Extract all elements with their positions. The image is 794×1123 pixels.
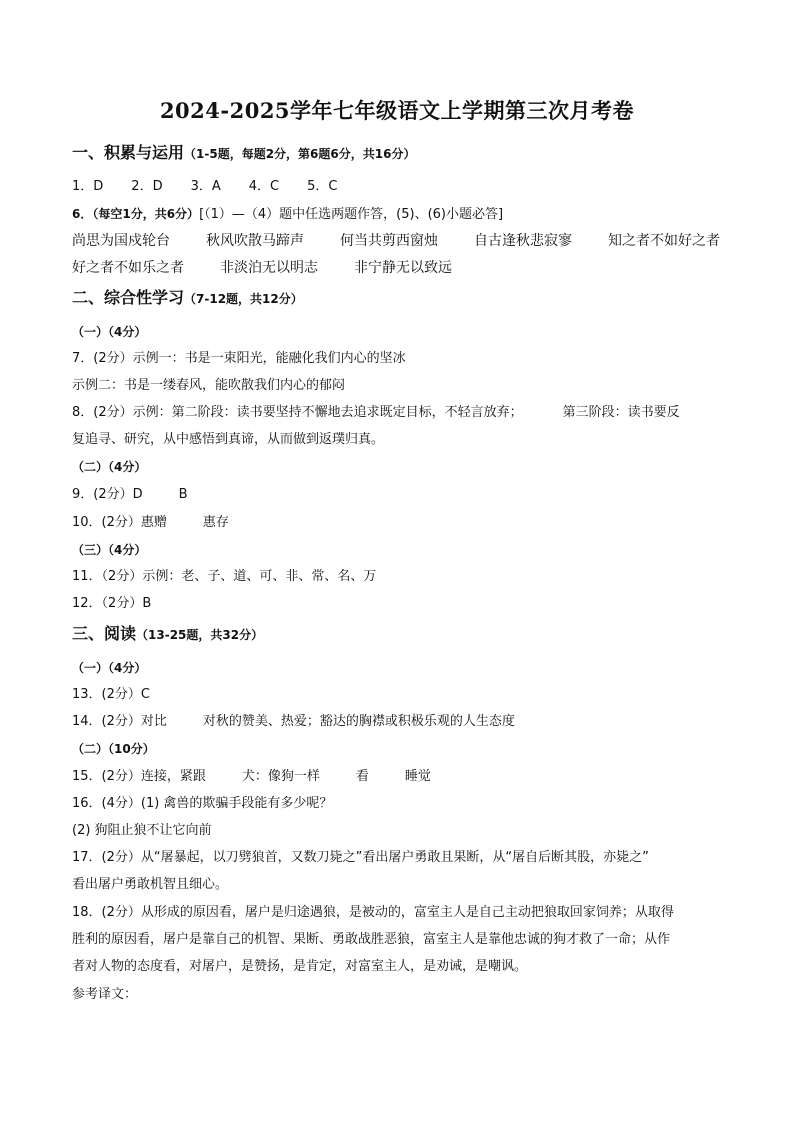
question-17-line1: 17．(2分）从“屠暴起，以刀劈狼首，又数刀毙之”看出屠户勇敢且果断，从“屠自后断其股，亦毙之”: [72, 850, 649, 865]
question-16-line1: 16．(4分）(1) 禽兽的欺骗手段能有多少呢？: [72, 796, 333, 811]
poem-answer: 知之者不如好之者: [608, 233, 720, 249]
question-12: 12．（2分）B: [72, 596, 152, 611]
page-title: 2024-2025学年七年级语文上学期第三次月考卷: [159, 98, 635, 123]
question-15-answer-b: 犬：像狗一样: [241, 769, 320, 784]
question-6-score: 6．（每空1分，共6分）: [72, 207, 200, 221]
question-15-answer-d: 睡觉: [404, 769, 431, 784]
question-13: 13．(2分）C: [72, 687, 150, 702]
poem-answer: 秋风吹散马蹄声: [206, 233, 304, 249]
question-9: [72, 486, 188, 504]
question-18-line3: 者对人物的态度看，对屠户，是赞扬，是肯定，对富室主人，是劝诫，是嘲讽。: [72, 959, 528, 974]
poem-answer: 尚思为国戍轮台: [72, 233, 170, 249]
part-2-2-label: （二）（4分）: [72, 460, 147, 474]
question-14-answer-b: 对秋的赞美、热爱；豁达的胸襟或积极乐观的人生态度: [202, 714, 515, 729]
question-10: [72, 514, 229, 532]
section-3-note: （13-25题，共32分）: [136, 628, 264, 642]
question-15-answer-c: 看: [355, 769, 369, 784]
reference-translation-label: 参考译文：: [72, 987, 138, 1002]
question-14-text: 14．(2分）对比: [72, 714, 167, 729]
question-17-line2: 看出屠户勇敢机智且细心。: [72, 877, 229, 892]
question-11: 11．（2分）示例：老、子、道、可、非、常、名、万: [72, 569, 377, 584]
question-6-rule: [（1）—（4）题中任选两题作答，(5)、(6)小题必答]: [199, 207, 504, 222]
question-7-line1: 7．(2分）示例一：书是一束阳光，能融化我们内心的坚冰: [72, 351, 406, 366]
question-16-line2: (2) 狗阻止狼不让它向前: [72, 823, 212, 838]
question-8-tail: 第三阶段：读书要反: [562, 405, 680, 420]
answer-1: 1．D: [72, 179, 104, 194]
answer-5: 5．C: [307, 179, 338, 194]
question-18-line1: 18．(2分）从形成的原因看，屠户是归途遇狼，是被动的，富室主人是自己主动把狼取回家饲养；从取得: [72, 905, 674, 920]
poem-answer: 何当共剪西窗烛: [340, 233, 438, 249]
question-7-line2: 示例二：书是一缕春风，能吹散我们内心的郁闷: [72, 378, 346, 393]
section-1-title: 一、积累与运用: [72, 143, 185, 162]
question-10-answer-b: 惠存: [202, 515, 229, 530]
question-6-header: [72, 205, 503, 224]
question-14: [72, 713, 515, 731]
question-9-answer-b: B: [178, 487, 188, 502]
section-3-title: 三、阅读: [72, 624, 137, 643]
question-15-text: 15．(2分）连接，紧跟: [72, 769, 206, 784]
question-10-text: 10．(2分）惠赠: [72, 515, 167, 530]
question-8-text: 8．(2分）示例：第二阶段：读书要坚持不懈地去追求既定目标，不轻言放弃；: [72, 405, 523, 420]
poem-answer: 非淡泊无以明志: [220, 260, 318, 276]
question-9-text: 9．(2分）D: [72, 487, 143, 502]
section-1-heading: [72, 144, 415, 163]
section-1-note: （1-5题，每题2分，第6题6分，共16分）: [184, 147, 416, 161]
poem-answer: 非宁静无以致远: [354, 260, 452, 276]
poem-answer: 好之者不如乐之者: [72, 260, 184, 276]
section-2-title: 二、综合性学习: [72, 288, 185, 307]
question-15: [72, 768, 431, 786]
answer-4: 4．C: [248, 179, 280, 194]
section-2-heading: [72, 289, 303, 308]
question-6-answers-row2: [72, 259, 452, 277]
question-6-answers-row1: [72, 232, 720, 250]
answers-1-5: [72, 178, 337, 196]
question-8-line1: [72, 404, 680, 422]
part-3-1-label: （一）（4分）: [72, 661, 147, 675]
section-2-note: （7-12题，共12分）: [184, 292, 303, 306]
poem-answer: 自古逢秋悲寂寥: [474, 233, 572, 249]
part-2-3-label: （三）（4分）: [72, 543, 147, 557]
part-3-2-label: （二）（10分）: [72, 742, 155, 756]
question-18-line2: 胜利的原因看，屠户是靠自己的机智、果断、勇敢战胜恶狼，富室主人是靠他忠诚的狗才救了一命；从作: [72, 932, 671, 947]
answer-2: 2．D: [131, 179, 163, 194]
section-3-heading: [72, 625, 263, 644]
question-8-line2: 复追寻、研究，从中感悟到真谛，从而做到返璞归真。: [72, 432, 385, 447]
part-2-1-label: （一）（4分）: [72, 325, 147, 339]
answer-3: 3．A: [190, 179, 221, 194]
